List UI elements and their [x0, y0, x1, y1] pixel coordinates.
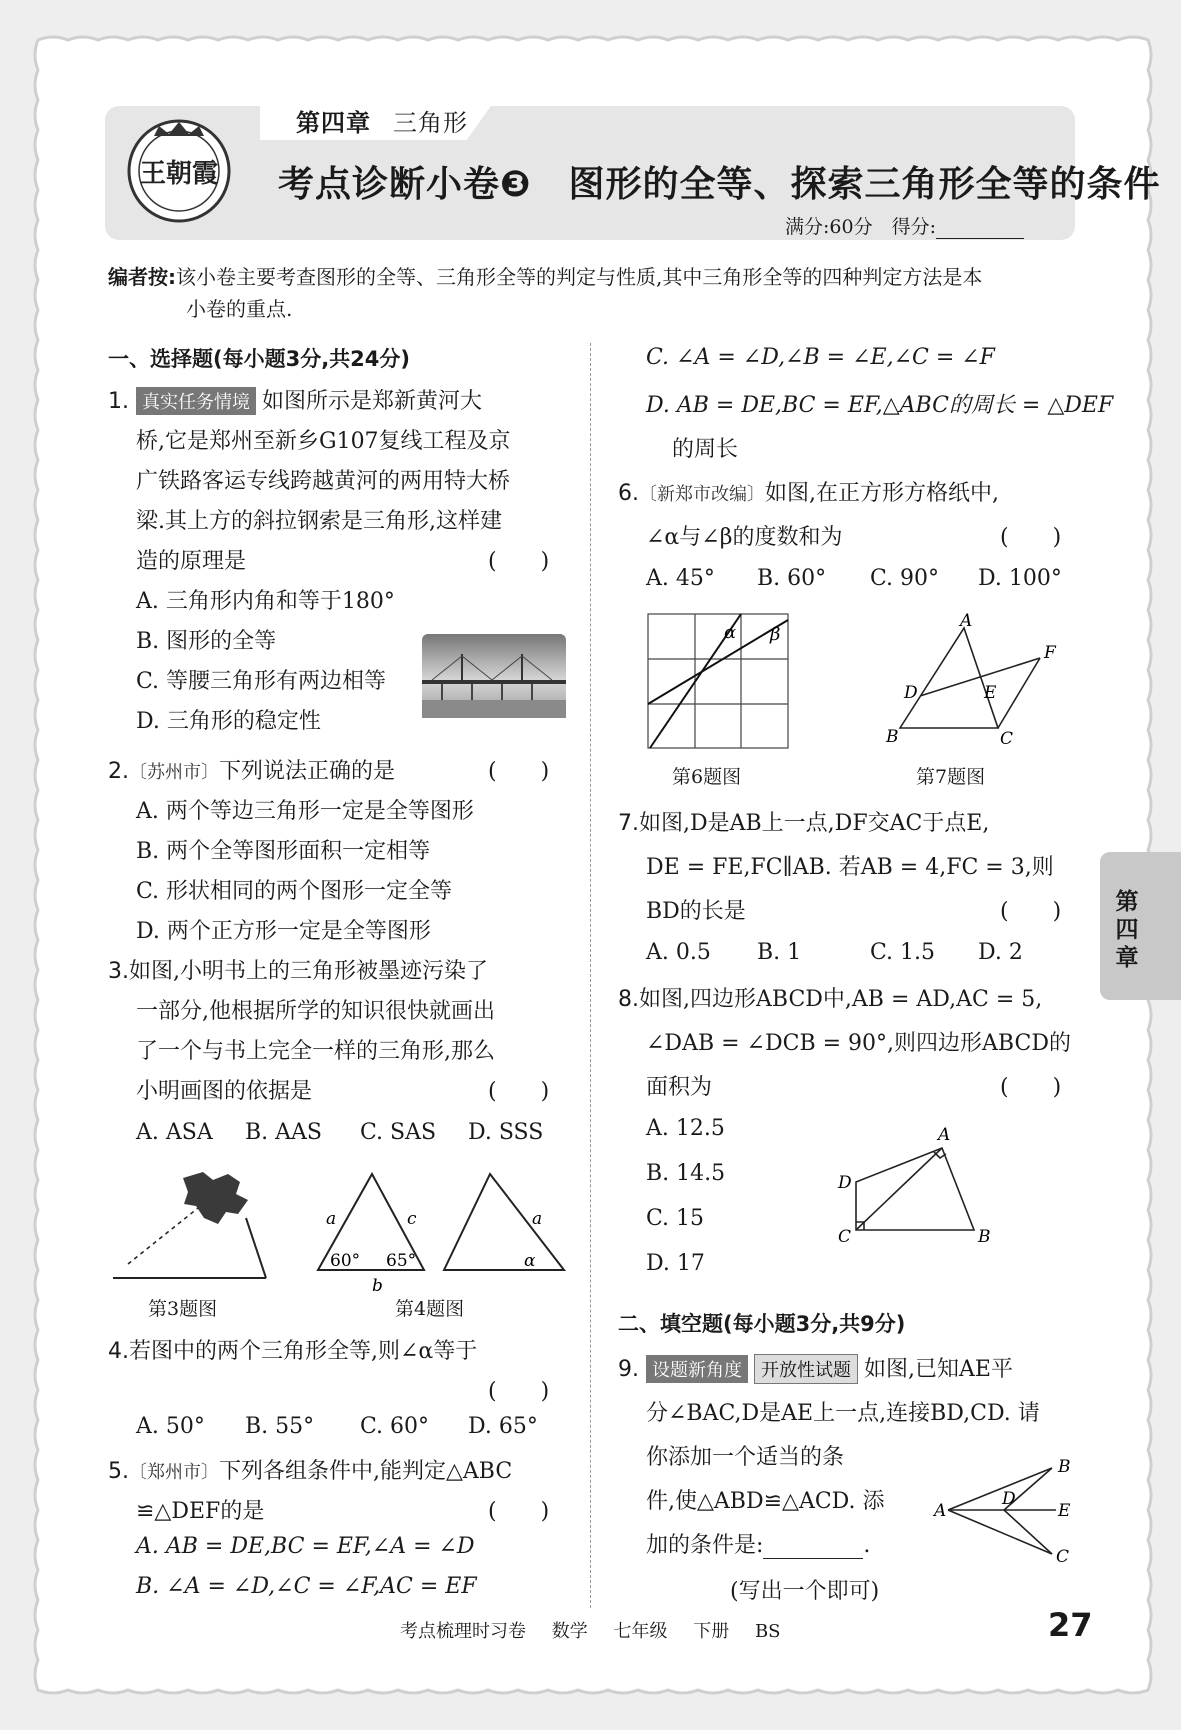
q9-line-2: 分∠BAC,D是AE上一点,连接BD,CD. 请: [646, 1401, 1040, 1426]
svg-text:c: c: [407, 1209, 417, 1229]
svg-text:D: D: [1002, 1489, 1016, 1509]
q9-stem-1: 如图,已知AE平: [864, 1357, 1013, 1382]
q7-stem-1: 如图,D是AB上一点,DF交AC于点E,: [639, 811, 990, 836]
q4-number: 4.: [108, 1339, 129, 1364]
q1-option-c[interactable]: C. 等腰三角形有两边相等: [136, 669, 387, 694]
footer-grade: 七年级: [613, 1621, 668, 1642]
figure-4: [312, 1166, 570, 1296]
q2-stem: 下列说法正确的是: [219, 759, 396, 784]
column-divider: [590, 343, 591, 1608]
q2-option-c[interactable]: C. 形状相同的两个图形一定全等: [136, 879, 453, 904]
q3-option-d[interactable]: D. SSS: [468, 1120, 544, 1145]
score-line: [785, 212, 1024, 239]
chapter-name: 三角形: [393, 109, 468, 137]
note-line-1: 该小卷主要考查图形的全等、三角形全等的判定与性质,其中三角形全等的四种判定方法是本: [176, 265, 983, 289]
svg-text:β: β: [770, 624, 781, 645]
q3-option-a[interactable]: A. ASA: [136, 1120, 213, 1145]
q8-line-3: 面积为: [646, 1075, 713, 1100]
q4-option-c[interactable]: C. 60°: [360, 1414, 430, 1439]
q8-option-d[interactable]: D. 17: [646, 1251, 705, 1276]
q9-line-3: 你添加一个适当的条: [646, 1445, 845, 1470]
q8-option-b[interactable]: B. 14.5: [646, 1161, 726, 1186]
figure-3-caption: 第3题图: [148, 1298, 218, 1320]
svg-text:b: b: [372, 1276, 383, 1296]
q9-hint: (写出一个即可): [730, 1579, 880, 1604]
bridge-photo: [422, 634, 566, 718]
q6-number: 6.: [618, 481, 639, 506]
side-tab-label: 第四章: [1115, 889, 1139, 971]
q7-answer-paren[interactable]: ( ): [1000, 899, 1062, 924]
q1-number: 1.: [108, 389, 129, 414]
svg-text:C: C: [838, 1227, 852, 1247]
paper-title: 考点诊断小卷❸ 图形的全等、探索三角形全等的条件: [278, 164, 1161, 205]
q6-source: 〔新郑市改编〕: [639, 484, 765, 505]
q1-option-a[interactable]: A. 三角形内角和等于180°: [136, 589, 395, 614]
q5-stem-1: 下列各组条件中,能判定△ABC: [219, 1459, 513, 1484]
q5-option-b[interactable]: B. ∠A = ∠D,∠C = ∠F,AC = EF: [136, 1574, 477, 1599]
q7-line-2: DE = FE,FC∥AB. 若AB = 4,FC = 3,则: [646, 855, 1054, 880]
svg-text:65°: 65°: [386, 1251, 417, 1271]
q1-tag: 真实任务情境: [136, 387, 256, 415]
q3-line-1: [108, 954, 488, 985]
figure-9: [932, 1450, 1082, 1568]
page-number: 27: [1048, 1606, 1093, 1644]
figure-4-caption: 第4题图: [395, 1298, 465, 1320]
q6-line-2: ∠α与∠β的度数和为: [646, 525, 843, 550]
q1-option-b[interactable]: B. 图形的全等: [136, 629, 277, 654]
q9-answer-blank[interactable]: [763, 1538, 863, 1559]
q9-period: .: [863, 1533, 871, 1558]
figure-3: [108, 1168, 278, 1286]
svg-text:王朝霞: 王朝霞: [139, 159, 219, 189]
q8-option-c[interactable]: C. 15: [646, 1206, 705, 1231]
figure-6-caption: 第6题图: [672, 766, 742, 788]
svg-text:60°: 60°: [330, 1251, 361, 1271]
q8-answer-paren[interactable]: ( ): [1000, 1075, 1062, 1100]
q3-stem-1: 如图,小明书上的三角形被墨迹污染了: [129, 959, 488, 984]
svg-text:B: B: [978, 1227, 991, 1247]
q7-option-c[interactable]: C. 1.5: [870, 940, 936, 965]
q6-option-b[interactable]: B. 60°: [757, 566, 827, 591]
q5-line-2: ≌△DEF的是: [136, 1499, 265, 1524]
q6-option-a[interactable]: A. 45°: [646, 566, 715, 591]
q7-option-b[interactable]: B. 1: [757, 940, 802, 965]
svg-text:E: E: [984, 683, 997, 703]
svg-text:A: A: [934, 1501, 947, 1521]
q5-option-d[interactable]: D. AB = DE,BC = EF,△ABC的周长 = △DEF: [646, 393, 1114, 418]
svg-text:E: E: [1058, 1501, 1071, 1521]
q2-answer-paren[interactable]: ( ): [488, 759, 550, 784]
svg-text:a: a: [532, 1209, 543, 1229]
q3-line-2: 一部分,他根据所学的知识很快就画出: [136, 999, 495, 1024]
q5-option-d-cont: 的周长: [672, 437, 739, 462]
note-label: 编者按:: [108, 265, 176, 289]
q1-line-3: 广铁路客运专线跨越黄河的两用特大桥: [136, 469, 511, 494]
publisher-logo: [124, 116, 234, 226]
q2-number: 2.: [108, 759, 129, 784]
score-label: 满分:60分 得分:: [785, 216, 936, 238]
q3-line-4: 小明画图的依据是: [136, 1079, 313, 1104]
q9-prompt: 加的条件是:: [646, 1533, 764, 1558]
footer: [400, 1617, 801, 1643]
svg-text:B: B: [886, 727, 899, 747]
section-choice-title: 一、选择题(每小题3分,共24分): [108, 347, 411, 371]
footer-book: 考点梳理时习卷: [400, 1621, 526, 1642]
q4-option-b[interactable]: B. 55°: [245, 1414, 315, 1439]
q5-line-1: [108, 1454, 512, 1485]
figure-6: [644, 610, 792, 752]
q7-line-1: [618, 806, 989, 837]
q5-option-c[interactable]: C. ∠A = ∠D,∠B = ∠E,∠C = ∠F: [646, 345, 995, 370]
svg-text:C: C: [1056, 1547, 1070, 1567]
q7-number: 7.: [618, 811, 639, 836]
q8-option-a[interactable]: A. 12.5: [646, 1116, 725, 1141]
q1-answer-paren[interactable]: ( ): [488, 549, 550, 574]
q1-line-2: 桥,它是郑州至新乡G107复线工程及京: [136, 429, 511, 454]
q7-option-a[interactable]: A. 0.5: [646, 940, 711, 965]
q3-line-3: 了一个与书上完全一样的三角形,那么: [136, 1039, 495, 1064]
q8-number: 8.: [618, 987, 639, 1012]
editor-note: [108, 261, 1078, 325]
footer-edition: BS: [754, 1621, 781, 1642]
chapter-number: 第四章: [296, 108, 371, 137]
q2-option-d[interactable]: D. 两个正方形一定是全等图形: [136, 919, 431, 944]
q9-number: 9.: [618, 1357, 639, 1382]
q6-line-1: [618, 476, 999, 507]
q8-stem-1: 如图,四边形ABCD中,AB = AD,AC = 5,: [639, 987, 1043, 1012]
svg-text:A: A: [938, 1125, 951, 1145]
q8-line-1: [618, 982, 1042, 1013]
figure-8: [834, 1124, 1004, 1250]
svg-text:α: α: [524, 1251, 536, 1271]
svg-text:D: D: [838, 1173, 852, 1193]
q9-line-5: [646, 1528, 870, 1559]
q2-option-a[interactable]: A. 两个等边三角形一定是全等图形: [136, 799, 474, 824]
q3-option-c[interactable]: C. SAS: [360, 1120, 437, 1145]
q4-option-a[interactable]: A. 50°: [136, 1414, 205, 1439]
q1-option-d[interactable]: D. 三角形的稳定性: [136, 709, 321, 734]
q2-source: 〔苏州市〕: [129, 762, 219, 783]
q2-line-1: [108, 754, 395, 785]
q6-stem-1: 如图,在正方形方格纸中,: [765, 481, 999, 506]
q1-line-5: 造的原理是: [136, 549, 247, 574]
q9-tag-new-angle: 设题新角度: [646, 1355, 748, 1383]
svg-text:B: B: [1058, 1457, 1071, 1477]
q6-answer-paren[interactable]: ( ): [1000, 525, 1062, 550]
q4-option-d[interactable]: D. 65°: [468, 1414, 538, 1439]
q5-number: 5.: [108, 1459, 129, 1484]
q5-source: 〔郑州市〕: [129, 1462, 219, 1483]
svg-text:a: a: [326, 1209, 337, 1229]
q3-answer-paren[interactable]: ( ): [488, 1079, 550, 1104]
q7-line-3: BD的长是: [646, 899, 746, 924]
q3-number: 3.: [108, 959, 129, 984]
q6-option-d[interactable]: D. 100°: [978, 566, 1062, 591]
q1-line-1: [108, 384, 482, 415]
section-fill-title: 二、填空题(每小题3分,共9分): [618, 1312, 906, 1336]
chapter-label: [296, 103, 468, 138]
svg-text:α: α: [724, 622, 737, 643]
figure-7-caption: 第7题图: [916, 766, 986, 788]
q5-answer-paren[interactable]: ( ): [488, 1499, 550, 1524]
svg-text:F: F: [1044, 643, 1056, 663]
q1-stem-1: 如图所示是郑新黄河大: [262, 389, 483, 414]
q2-option-b[interactable]: B. 两个全等图形面积一定相等: [136, 839, 431, 864]
figure-7: [880, 611, 1080, 750]
q9-line-1: [618, 1352, 1013, 1384]
q7-option-d[interactable]: D. 2: [978, 940, 1023, 965]
q5-option-a[interactable]: A. AB = DE,BC = EF,∠A = ∠D: [136, 1534, 475, 1559]
q4-answer-paren[interactable]: ( ): [488, 1379, 550, 1404]
q3-option-b[interactable]: B. AAS: [245, 1120, 322, 1145]
svg-text:D: D: [904, 683, 918, 703]
q1-line-4: 梁.其上方的斜拉钢索是三角形,这样建: [136, 509, 502, 534]
q6-option-c[interactable]: C. 90°: [870, 566, 940, 591]
q9-line-4: 件,使△ABD≌△ACD. 添: [646, 1489, 885, 1514]
footer-subject: 数学: [551, 1621, 588, 1642]
q4-stem: 若图中的两个三角形全等,则∠α等于: [129, 1339, 478, 1364]
score-blank[interactable]: [936, 220, 1024, 239]
q8-line-2: ∠DAB = ∠DCB = 90°,则四边形ABCD的: [646, 1031, 1071, 1056]
footer-volume: 下册: [693, 1621, 730, 1642]
svg-text:A: A: [960, 611, 973, 631]
q4-line-1: [108, 1334, 477, 1365]
note-line-2: 小卷的重点.: [186, 297, 293, 321]
q9-tag-open: 开放性试题: [754, 1354, 858, 1384]
svg-text:C: C: [1000, 729, 1014, 749]
